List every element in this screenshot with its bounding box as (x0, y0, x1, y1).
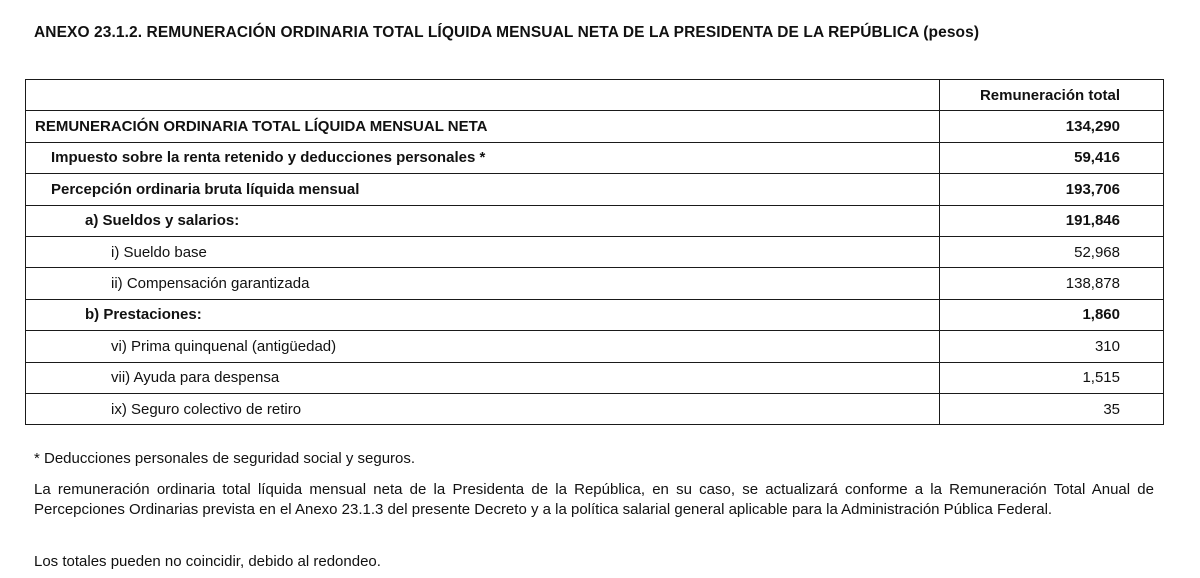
row-label: Percepción ordinaria bruta líquida mensual (26, 174, 940, 205)
table-row (26, 174, 1164, 205)
header-value-cell: Remuneración total (940, 80, 1164, 111)
table-row (26, 236, 1164, 267)
row-label: vi) Prima quinquenal (antigüedad) (26, 331, 940, 362)
row-label: b) Prestaciones: (26, 299, 940, 330)
header-label-cell (26, 80, 940, 111)
row-label: vii) Ayuda para despensa (26, 362, 940, 393)
table-row (26, 393, 1164, 424)
table-row (26, 268, 1164, 299)
rounding-note: Los totales pueden no coincidir, debido al redondeo. (34, 553, 381, 570)
table-row (26, 331, 1164, 362)
update-paragraph: La remuneración ordinaria total líquida mensual neta de la Presidenta de la República, en su caso, se actualizará conforme a la Remuneración Total Anual de Percepciones Ordinarias prevista en el Anexo 23.1.3 del presente Decreto y a la política salarial general aplicable para la Administración Pública Federal. (34, 481, 1154, 518)
row-value: 193,706 (940, 174, 1164, 205)
row-value: 59,416 (940, 142, 1164, 173)
table-row (26, 205, 1164, 236)
row-value: 35 (940, 393, 1164, 424)
row-label: Impuesto sobre la renta retenido y deducciones personales * (26, 142, 940, 173)
row-value: 1,515 (940, 362, 1164, 393)
footnote: * Deducciones personales de seguridad social y seguros. (34, 450, 416, 467)
row-value: 52,968 (940, 236, 1164, 267)
row-value: 310 (940, 331, 1164, 362)
row-label: a) Sueldos y salarios: (26, 205, 940, 236)
table-header-row (26, 80, 1164, 111)
table-row (26, 142, 1164, 173)
row-value: 191,846 (940, 205, 1164, 236)
table-row (26, 111, 1164, 142)
row-label: REMUNERACIÓN ORDINARIA TOTAL LÍQUIDA MENSUAL NETA (26, 111, 940, 142)
title-text: ANEXO 23.1.2. REMUNERACIÓN ORDINARIA TOTAL LÍQUIDA MENSUAL NETA DE LA PRESIDENTA DE LA REPÚBLICA (34, 24, 919, 41)
title-unit: (pesos) (923, 24, 980, 41)
row-value: 1,860 (940, 299, 1164, 330)
row-label: ii) Compensación garantizada (26, 268, 940, 299)
table-row (26, 299, 1164, 330)
row-label: i) Sueldo base (26, 236, 940, 267)
table-row (26, 362, 1164, 393)
remuneration-table (25, 79, 1164, 425)
row-value: 134,290 (940, 111, 1164, 142)
row-value: 138,878 (940, 268, 1164, 299)
row-label: ix) Seguro colectivo de retiro (26, 393, 940, 424)
document-title (34, 24, 979, 42)
